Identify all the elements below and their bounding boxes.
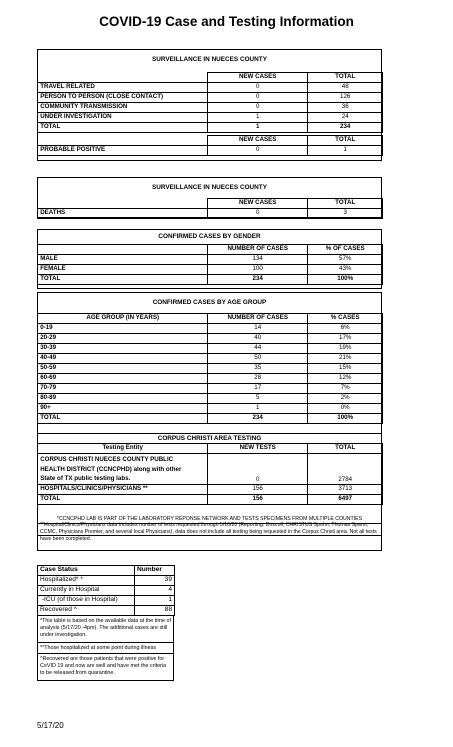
table-row: PROBABLE POSITIVE 0 1 <box>38 146 383 156</box>
col-percent-of-cases: % OF CASES <box>308 245 383 255</box>
table-row: Hospitalized* * 39 <box>38 576 175 586</box>
report-date: 5/17/20 <box>37 721 64 730</box>
case-status-table <box>37 565 175 616</box>
col-testing-entity: Testing Entity <box>38 444 208 454</box>
probable-table <box>37 135 383 156</box>
gender-table <box>37 244 383 285</box>
table-row: 50-59 35 15% <box>38 364 383 374</box>
col-total: TOTAL <box>308 73 383 83</box>
col-new-cases: NEW CASES <box>208 136 308 146</box>
deaths-section <box>37 177 382 218</box>
table-row-total: TOTAL 234 100% <box>38 275 383 285</box>
col-total: TOTAL <box>308 136 383 146</box>
table-row: Recovered ^ 88 <box>38 606 175 616</box>
status-footnote-hospitalized: **Those hospitalized at some point during illness <box>37 643 174 654</box>
age-heading: CONFIRMED CASES BY AGE GROUP <box>152 299 267 306</box>
table-row: DEATHS 0 3 <box>38 209 383 219</box>
testing-note-lab: *CCNCPHD LAB IS PART OF THE LABORATORY REPONSE NETWORK AND TESTS SPECIMENS FROM MULTIPLE COUNTIES <box>38 516 381 524</box>
table-row: HOSPITALS/CLINICS/PHYSICIANS ** 156 3713 <box>38 485 383 495</box>
table-row: MALE 134 57% <box>38 255 383 265</box>
status-footnote-analysis: *This table is based on the available data at the time of analysis (5/17/20 -4pm). The additional cases are still under investigation. <box>37 616 174 643</box>
surveillance-heading: SURVEILLANCE IN NUECES COUNTY <box>152 56 267 63</box>
col-total: TOTAL <box>308 199 383 209</box>
col-total: TOTAL <box>308 444 383 454</box>
table-row-total: TOTAL 234 100% <box>38 414 383 424</box>
table-row: CORPUS CHRISTI NUECES COUNTY PUBLIC HEALTH DISTRICT (CCNCPHD) along with other State of TX public testing labs. 0 2784 <box>38 454 383 485</box>
deaths-table <box>37 198 383 219</box>
table-row: 0-19 14 6% <box>38 324 383 334</box>
testing-note-hospitals: **Hospital/Clinics/Physicians data includes number of tests requested through 5/16/20 (Reporting: Driscoll, CHRISTUS Spohn, Thomas Spann, CCMC, Physicians Premier, and several local Physicians), data does not include all testing being requested in the Corpus Christi area. Not all tests have been completed. <box>37 521 382 551</box>
col-age-group: AGE GROUP (IN YEARS) <box>38 314 208 324</box>
table-row: 90+ 1 0% <box>38 404 383 414</box>
gender-heading: CONFIRMED CASES BY GENDER <box>38 230 381 245</box>
testing-table <box>37 443 383 505</box>
table-row-total: TOTAL 156 6497 <box>38 495 383 505</box>
col-number: Number <box>135 566 175 576</box>
col-new-cases: NEW CASES <box>208 199 308 209</box>
page-title: COVID-19 Case and Testing Information <box>99 14 354 29</box>
table-row: FEMALE 100 43% <box>38 265 383 275</box>
testing-heading: CORPUS CHRISTI AREA TESTING <box>38 434 381 444</box>
deaths-heading: SURVEILLANCE IN NUECES COUNTY <box>152 184 267 191</box>
age-section <box>37 292 382 434</box>
table-row: UNDER INVESTIGATION 1 24 <box>38 113 383 123</box>
table-row: 40-49 50 21% <box>38 354 383 364</box>
col-number-of-cases: NUMBER OF CASES <box>208 245 308 255</box>
table-row: COMMUNITY TRANSMISSION 0 36 <box>38 103 383 113</box>
col-percent-cases: % CASES <box>308 314 383 324</box>
table-row: 80-89 5 2% <box>38 394 383 404</box>
col-new-cases: NEW CASES <box>208 73 308 83</box>
col-number-of-cases: NUMBER OF CASES <box>208 314 308 324</box>
status-footnote-recovered: ^Recovered are those patients that were positive for CoVID 19 and now are well and have met the criteria to be released from quarantine. <box>37 654 174 681</box>
table-row: 70-79 17 7% <box>38 384 383 394</box>
table-row: 30-39 44 19% <box>38 344 383 354</box>
table-row: 20-29 40 17% <box>38 334 383 344</box>
col-new-tests: NEW TESTS <box>208 444 308 454</box>
age-table <box>37 313 383 424</box>
table-row: 60-69 28 12% <box>38 374 383 384</box>
gender-section <box>37 229 382 289</box>
table-row: Currently in Hospital 4 <box>38 586 175 596</box>
surveillance-table <box>37 72 383 133</box>
table-row: PERSON TO PERSON (CLOSE CONTACT) 0 126 <box>38 93 383 103</box>
table-row: TRAVEL RELATED 0 48 <box>38 83 383 93</box>
surveillance-section <box>37 49 382 161</box>
case-status-section <box>37 565 174 681</box>
table-row: -ICU (of those in Hospital) 1 <box>38 596 175 606</box>
col-case-status: Case Status <box>38 566 135 576</box>
table-row-total: TOTAL 1 234 <box>38 123 383 133</box>
